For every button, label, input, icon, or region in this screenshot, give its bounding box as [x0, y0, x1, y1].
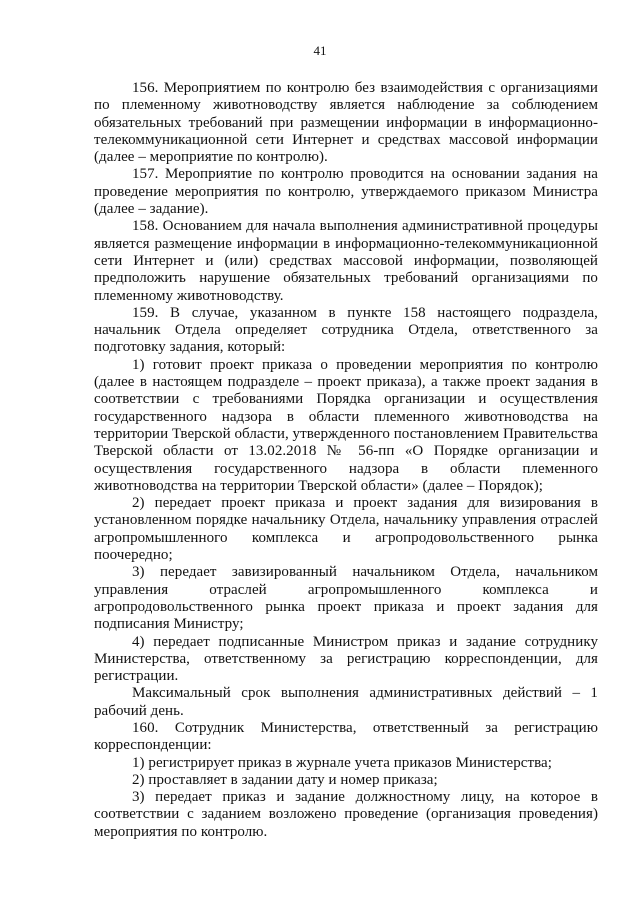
list-item-160-3: 3) передает приказ и задание должностному лицу, на которое в соответствии с заданием возложено проведение (организация проведения) мероприятия по контролю.	[94, 789, 598, 840]
document-body	[94, 80, 598, 841]
list-item-159-1: 1) готовит проект приказа о проведении мероприятия по контролю (далее в настоящем подразделе – проект приказа), а также проект задания в соответствии с требованиями Порядка организации и осуществления государственного надзора в области племенного животноводства на территории Тверской области, утвержденного постановлением Правительства Тверской области от 13.02.2018 № 56-пп «О Порядке организации и осуществления государственного надзора в области племенного животноводства на территории Тверской области» (далее – Порядок);	[94, 356, 598, 494]
list-item-160-2: 2) проставляет в задании дату и номер приказа;	[132, 771, 438, 788]
list-item-160-1: 1) регистрирует приказ в журнале учета приказов Министерства;	[132, 754, 552, 771]
page-number: 41	[313, 43, 327, 58]
list-item-159-2: 2) передает проект приказа и проект задания для визирования в установленном порядке начальнику Отдела, начальнику управления отраслей агропромышленного комплекса и агропродовольственного рынка поочередно;	[94, 495, 598, 564]
paragraph-160: 160. Сотрудник Министерства, ответственный за регистрацию корреспонденции:	[94, 719, 598, 754]
list-item-159-3: 3) передает завизированный начальником Отдела, начальником управления отраслей агропромышленного комплекса и агропродовольственного рынка проект приказа и проект задания для подписания Министру;	[94, 564, 598, 633]
paragraph-159: 159. В случае, указанном в пункте 158 настоящего подраздела, начальник Отдела определяет сотрудника Отдела, ответственного за подготовку задания, который:	[94, 304, 598, 356]
paragraph-157: 157. Мероприятие по контролю проводится на основании задания на проведение мероприятия по контролю, утверждаемого приказом Министра (далее – задание).	[94, 166, 598, 218]
paragraph-158: 158. Основанием для начала выполнения административной процедуры является размещение информации в информационно-телекоммуникационной сети Интернет и (или) средствах массовой информации, позволяющей предположить нарушение обязательных требований организациями по племенному животноводству.	[94, 218, 598, 304]
paragraph-156: 156. Мероприятием по контролю без взаимодействия с организациями по племенному животноводству является наблюдение за соблюдением обязательных требований при размещении информации в информационно-телекоммуникационной сети Интернет и средствах массовой информации (далее – мероприятие по контролю).	[94, 80, 598, 166]
deadline-note: Максимальный срок выполнения административных действий – 1 рабочий день.	[94, 685, 598, 719]
list-item-159-4: 4) передает подписанные Министром приказ и задание сотруднику Министерства, ответственному за регистрацию корреспонденции, для регистрации.	[94, 633, 598, 685]
